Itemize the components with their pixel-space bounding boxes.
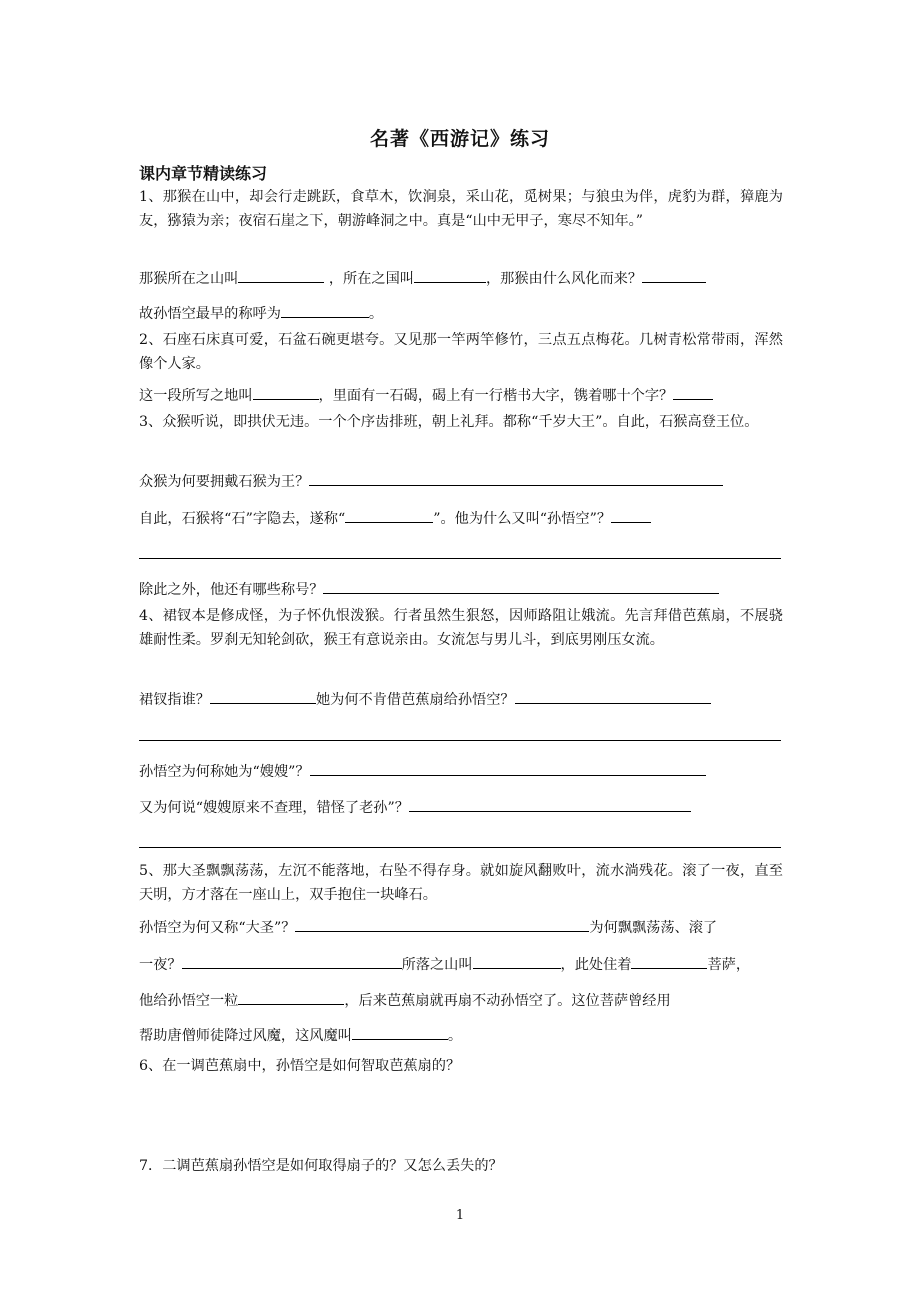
- q1-blank-origin[interactable]: [642, 265, 706, 283]
- q5-prompt-wind-demon: 帮助唐僧师徒降过风魔，这风魔叫: [139, 1028, 352, 1044]
- q5-period: 。: [447, 1028, 463, 1044]
- q3-prompt-why-king: 众猴为何要拥戴石猴为王？: [139, 474, 310, 490]
- q5-prompt-night: 一夜？: [139, 957, 182, 973]
- q4-line-1: [139, 686, 799, 711]
- q4-answer-line-1[interactable]: [139, 740, 781, 741]
- q3-line-1: [139, 468, 799, 493]
- q1-prompt-origin: ，那猴由什么风化而来？: [485, 271, 643, 287]
- q5-blank-gift[interactable]: [238, 987, 344, 1005]
- q4-blank-who[interactable]: [210, 686, 316, 704]
- q5-line-1: [139, 914, 799, 939]
- q1-passage: 1、那猴在山中，却会行走跳跃，食草木，饮涧泉，采山花，觅树果；与狼虫为伴，虎豹为群，獐鹿为友，猕猿为亲；夜宿石崖之下，朝游峰洞之中。真是“山中无甲子，寒尽不知年。”: [139, 189, 783, 229]
- q5-blank-wind-demon[interactable]: [352, 1022, 448, 1040]
- q4-prompt-who: 裙钗指谁？: [139, 692, 210, 708]
- q4-line-2: [139, 758, 799, 783]
- q5-blank-bodhisattva[interactable]: [631, 951, 707, 969]
- q5-prompt-fan: ，后来芭蕉扇就再扇不动孙悟空了。这位菩萨曾经用: [344, 993, 671, 1009]
- q2-blank-ten-chars[interactable]: [673, 382, 713, 400]
- q4-prompt-why-refuse: 她为何不肯借芭蕉扇给孙悟空？: [315, 692, 515, 708]
- q4-answer-line-2[interactable]: [139, 847, 781, 848]
- q3-prompt-title: 自此，石猴将“石”字隐去，遂称“: [139, 511, 346, 527]
- q4-blank-why-refuse[interactable]: [515, 686, 711, 704]
- q1-period: 。: [368, 306, 384, 322]
- q2-line-1: [139, 382, 799, 407]
- q1-prompt-earliest-name: 故孙悟空最早的称呼为: [139, 306, 281, 322]
- q3-answer-line[interactable]: [139, 558, 781, 559]
- q5-line-2: [139, 951, 799, 976]
- q1-line-2: [139, 300, 799, 325]
- q5-prompt-mountain: 所落之山叫: [401, 957, 473, 973]
- q5-blank-mountain[interactable]: [473, 951, 561, 969]
- q3-prompt-why-wukong: ”。他为什么又叫“孙悟空”？: [433, 511, 612, 527]
- q4-prompt-misjudge: 又为何说“嫂嫂原来不查理，错怪了老孙”？: [139, 800, 409, 816]
- q5-line-3: [139, 987, 799, 1012]
- q1-prompt-mountain: 那猴所在之山叫: [139, 271, 239, 287]
- q3-line-2: [139, 505, 799, 530]
- q3-passage: 3、众猴听说，即拱伏无违。一个个序齿排班，朝上礼拜。都称“千岁大王”。自此，石猴高登王位。: [139, 414, 759, 430]
- q5-prompt-bodhisattva: 菩萨，: [707, 957, 751, 973]
- q3-blank-why-king[interactable]: [309, 468, 723, 486]
- q5-prompt-floating: 为何飘飘荡荡、滚了: [589, 920, 718, 936]
- q3-blank-other-titles[interactable]: [323, 576, 719, 594]
- q2-prompt-ten-chars: ，里面有一石碣，碣上有一行楷书大字，镌着哪十个字？: [318, 388, 674, 404]
- q1-blank-country[interactable]: [414, 265, 486, 283]
- q3-blank-title[interactable]: [345, 505, 433, 523]
- q5-line-4: [139, 1022, 799, 1047]
- q1-line-1: [139, 265, 799, 290]
- page-number: 1: [455, 1208, 465, 1223]
- q5-prompt-dasheng: 孙悟空为何又称“大圣”？: [139, 920, 296, 936]
- q5-blank-night[interactable]: [182, 951, 402, 969]
- q4-line-3: [139, 794, 799, 819]
- q3-line-3: [139, 576, 799, 601]
- q3-prompt-other-titles: 除此之外，他还有哪些称号？: [139, 582, 324, 598]
- q5-passage: 5、那大圣飘飘荡荡，左沉不能落地，右坠不得存身。就如旋风翻败叶，流水淌残花。滚了一夜，直至天明，方才落在一座山上，双手抱住一块峰石。: [139, 863, 783, 903]
- q2-blank-place[interactable]: [253, 382, 319, 400]
- q1-prompt-country: ，所在之国叫: [328, 271, 414, 287]
- q4-blank-misjudge[interactable]: [409, 794, 691, 812]
- q4-blank-sister-in-law[interactable]: [310, 758, 706, 776]
- q5-blank-dasheng[interactable]: [295, 914, 589, 932]
- q1-blank-earliest-name[interactable]: [281, 300, 369, 318]
- q5-prompt-gift: 他给孙悟空一粒: [139, 993, 239, 1009]
- q2-prompt-place: 这一段所写之地叫: [139, 388, 253, 404]
- q4-prompt-sister-in-law: 孙悟空为何称她为“嫂嫂”？: [139, 764, 310, 780]
- q6-question: 6、在一调芭蕉扇中，孙悟空是如何智取芭蕉扇的？: [139, 1058, 461, 1074]
- q5-prompt-resident: ，此处住着: [560, 957, 632, 973]
- q1-blank-mountain[interactable]: [238, 265, 324, 283]
- q4-passage: 4、裙钗本是修成怪，为子怀仇恨泼猴。行者虽然生狠怒，因师路阻让娥流。先言拜借芭蕉扇，不展骁雄耐性柔。罗刹无知轮剑砍，猴王有意说亲由。女流怎与男儿斗，到底男刚压女流。: [139, 608, 783, 648]
- q3-blank-why-wukong[interactable]: [611, 505, 651, 523]
- section-heading: 课内章节精读练习: [139, 164, 268, 183]
- q2-passage: 2、石座石床真可爱，石盆石碗更堪夸。又见那一竿两竿修竹，三点五点梅花。几树青松常带雨，浑然像个人家。: [139, 332, 783, 372]
- q7-question: 7．二调芭蕉扇孙悟空是如何取得扇子的？又怎么丢失的？: [139, 1158, 503, 1174]
- page-title: 名著《西游记》练习: [369, 128, 550, 150]
